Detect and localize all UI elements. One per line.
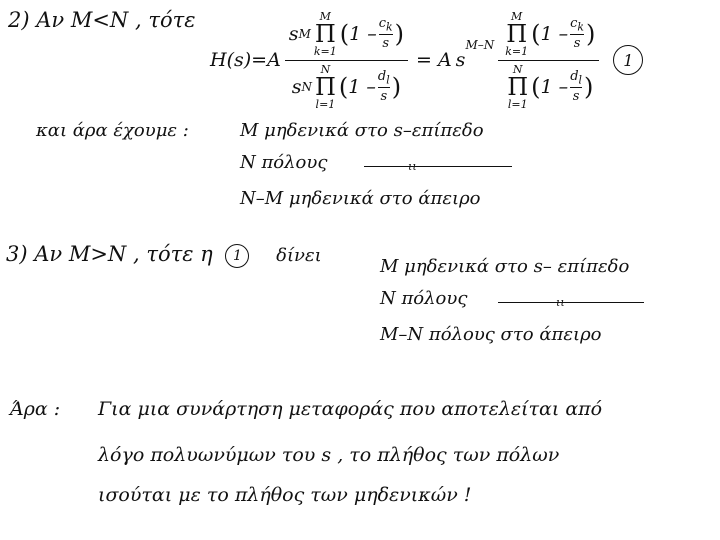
- case3-item-zeros: M μηδενικά στο s– επίπεδο: [380, 256, 630, 277]
- conclusion-lead: Άρα :: [10, 398, 61, 420]
- case2-pole-mark: ιι: [408, 160, 417, 173]
- formula-lhs: H(s)=A: [210, 49, 281, 71]
- conclusion-line-3: ισούται με το πλήθος των μηδενικών !: [98, 484, 472, 506]
- second-numerator: M Π k=1 ( 1 – $\frac{c_k}{s}$ ): [505, 9, 596, 58]
- second-denominator: N Π l=1 ( 1 – $\frac{d_l}{s}$ ): [507, 62, 594, 111]
- conclusion-line-2: λόγο πολυωνύμων του s , το πλήθος των πόλων: [98, 444, 560, 466]
- case3-pole-line: [498, 302, 644, 303]
- case3-pole-mark: ιι: [556, 296, 565, 309]
- equation-ref-badge: 1: [225, 244, 249, 268]
- case3-item-poles: N πόλους: [380, 288, 468, 309]
- case2-pole-line: [364, 166, 512, 167]
- conclusion-line-1: Για μια συνάρτηση μεταφοράς που αποτελείται από: [98, 398, 603, 420]
- transfer-function-formula: H(s)=A s M M Π k=1 ( 1 – $\frac{c_k}{s}$ ) s N N Π l=1 ( 1 – $\frac{d_l}{s}$ ) = A s $^{M-N}$ M Π k=1 ( 1 – $\frac{c_k}{s}$ ) N Π l=1 ( 1 – $\frac{d_l}{s}$ ) 1: [210, 10, 643, 110]
- dl-over-s: $\frac{d_l}{s}$: [377, 68, 390, 105]
- first-numerator: s M M Π k=1 ( 1 – $\frac{c_k}{s}$ ): [288, 9, 404, 58]
- case2-heading: 2) Αν M<N , τότε: [8, 8, 196, 32]
- case2-item-zeros: M μηδενικά στο s–επίπεδο: [240, 120, 484, 141]
- case2-item-infinity: N–M μηδενικά στο άπειρο: [240, 188, 481, 209]
- ck-over-s: $\frac{c_k}{s}$: [378, 15, 393, 52]
- case2-therefore-label: και άρα έχουμε :: [36, 120, 189, 141]
- equation-number-badge: 1: [613, 45, 643, 75]
- formula-equals: = A: [415, 49, 452, 71]
- second-fraction: [498, 11, 599, 110]
- product-l: N Π l=1: [314, 62, 336, 111]
- case2-item-poles: N πόλους: [240, 152, 328, 173]
- case3-item-infinity: M–N πόλους στο άπειρο: [380, 324, 602, 345]
- first-denominator: s N N Π l=1 ( 1 – $\frac{d_l}{s}$ ): [291, 62, 402, 111]
- product-k: M Π k=1: [313, 9, 337, 58]
- case3-heading: 3) Αν M>N , τότε η 1 δίνει: [6, 242, 322, 266]
- first-fraction: [285, 11, 408, 110]
